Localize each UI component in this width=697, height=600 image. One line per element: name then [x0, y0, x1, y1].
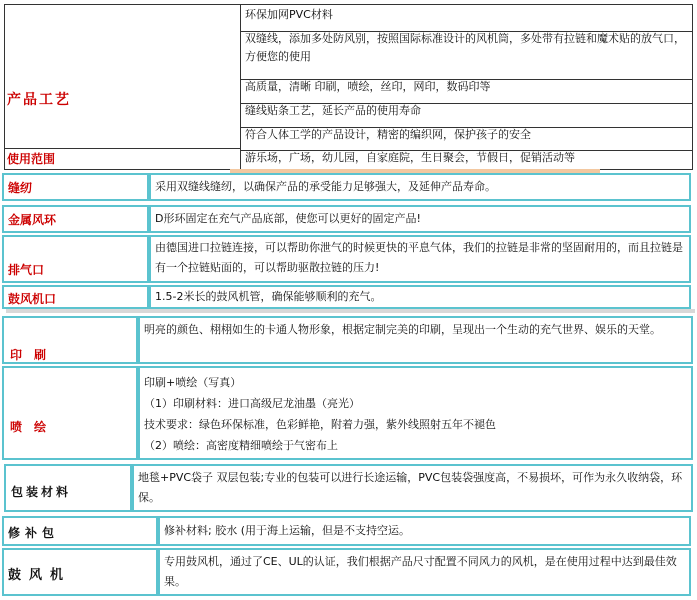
blower-label: 鼓风机 — [8, 568, 72, 583]
spray-line: 印刷+喷绘（写真） — [144, 376, 242, 389]
spray-text-cell — [138, 366, 693, 460]
craft-row — [241, 29, 692, 80]
craft-row-text: 双缝线，添加多处防风别，按照国际标准设计的风机筒，多处带有拉链和魔术贴的放气口，方便您的使用 — [245, 32, 685, 63]
repair-label: 修补包 — [8, 526, 60, 540]
spray-label-cell — [2, 366, 138, 460]
print-label-cell — [2, 316, 138, 364]
craft-label-cell — [5, 5, 241, 149]
blower-text-cell — [158, 548, 691, 596]
feature-label-cell — [2, 285, 149, 309]
spray-line: （1）印刷材料：进口高级尼龙油墨（亮光） — [144, 397, 360, 410]
repair-label-cell — [2, 516, 158, 546]
feature-text-cell — [149, 205, 691, 233]
scope-label-cell — [5, 148, 241, 169]
spray-line: 技术要求：绿色环保标准，色彩鲜艳，附着力强，紫外线照射五年不褪色 — [144, 418, 496, 431]
features-table — [2, 173, 695, 313]
feature-label: 鼓风机口 — [8, 292, 57, 306]
print-label: 印 刷 — [10, 348, 47, 362]
feature-label: 缝纫 — [8, 181, 33, 195]
feature-text: 由德国进口拉链连接，可以帮助你泄气的时候更快的平息气体，我们的拉链是非常的坚固耐用的，而且拉链是有一个拉链贴面的，可以帮助驱散拉链的压力! — [155, 241, 683, 274]
printing-table — [2, 316, 695, 460]
scope-text: 游乐场，广场，幼儿园，自家庭院，生日聚会，节假日，促销活动等 — [245, 151, 575, 164]
table-shadow — [6, 309, 695, 313]
product-craft-table — [4, 4, 693, 170]
craft-row-text: 高质量，清晰 印刷，喷绘，丝印，网印，数码印等 — [245, 80, 491, 93]
feature-label: 金属风环 — [8, 213, 57, 227]
feature-label-cell — [2, 235, 149, 283]
print-text-cell — [138, 316, 693, 364]
feature-text: D形环固定在充气产品底部，使您可以更好的固定产品! — [155, 212, 421, 225]
craft-row-text: 缝线贴条工艺，延长产品的使用寿命 — [245, 104, 421, 117]
feature-text: 1.5-2米长的鼓风机管，确保能够顺利的充气。 — [155, 290, 382, 303]
repair-text: 修补材料; 胶水 (用于海上运输，但是不支持空运。 — [164, 524, 410, 537]
packaging-label: 包装材料 — [11, 485, 72, 499]
spray-line: （2）喷绘：高密度精细喷绘于气密布上 — [144, 439, 338, 452]
feature-label-cell — [2, 205, 149, 233]
scope-label: 使用范围 — [7, 152, 56, 166]
feature-text: 采用双缝线缝纫，以确保产品的承受能力足够强大，及延伸产品寿命。 — [155, 180, 496, 193]
feature-label: 排气口 — [8, 263, 45, 277]
blower-text: 专用鼓风机，通过了CE、UL的认证，我们根据产品尺寸配置不同风力的风机，是在使用过程中达到最佳效果。 — [164, 555, 677, 588]
feature-text-cell — [149, 173, 691, 201]
feature-text-cell — [149, 235, 691, 283]
craft-label: 产品工艺 — [7, 92, 71, 108]
repair-text-cell — [158, 516, 691, 546]
packaging-label-cell — [4, 464, 132, 512]
craft-row-text: 符合人体工学的产品设计，精密的编织网，保护孩子的安全 — [245, 128, 531, 141]
blower-label-cell — [2, 548, 158, 596]
feature-label-cell — [2, 173, 149, 201]
craft-row — [241, 101, 692, 128]
craft-row — [241, 77, 692, 104]
craft-row — [241, 5, 692, 32]
spray-label: 喷 绘 — [10, 420, 47, 434]
craft-row-text: 环保加网PVC材料 — [245, 8, 333, 21]
print-text: 明亮的颜色、栩栩如生的卡通人物形象，根据定制完美的印刷，呈现出一个生动的充气世界、娱乐的天堂。 — [144, 323, 661, 336]
packaging-text: 地毯+PVC袋子 双层包装;专业的包装可以进行长途运输，PVC包装袋强度高，不易损坏，可作为永久收纳袋，环保。 — [138, 471, 683, 504]
scope-row — [241, 148, 692, 171]
accessories-table — [2, 516, 695, 598]
packaging-text-cell — [132, 464, 693, 512]
feature-text-cell — [149, 285, 691, 309]
packaging-table — [4, 464, 693, 512]
